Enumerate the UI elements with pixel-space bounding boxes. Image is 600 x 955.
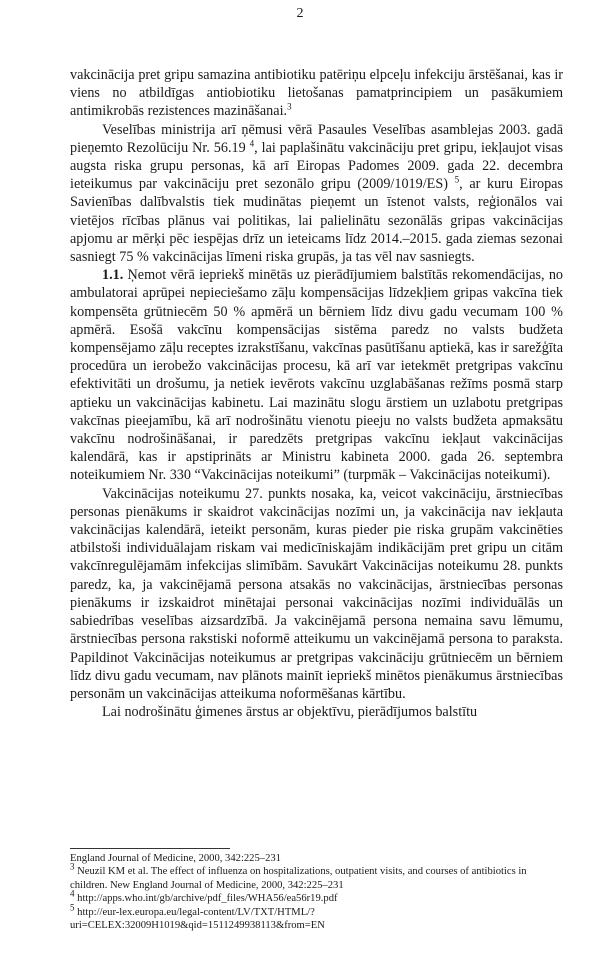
document-body (70, 66, 563, 721)
paragraph-5-text: Lai nodrošinātu ģimenes ārstus ar objektīvu, pierādījumos balstītu (102, 704, 478, 721)
footnote-number: 3 (70, 861, 75, 872)
footnote-number: 5 (70, 902, 75, 913)
paragraph-2-text-end: , ar kuru Eiropas Savienības dalībvalstis tiek mudinātas pieņemt un īstenot valsts, reģionālos vai vietējos rīcības plānus vai politikas, lai palielinātu sezonālās gripas vakcinācijas apjomu ar mērķi pēc iespējas drīz un ieteicams līdz 2014.–2015. gada ziemas sezonai sasniegt 75 % vakcinācijas līmeni riska grupās, ja tas vēl nav sasniegts. (70, 176, 563, 266)
footnote-3 (70, 861, 563, 892)
footnote-text: Neuzil KM et al. The effect of influenza on hospitalizations, outpatient visits, and courses of antibiotics in children. New England Journal of Medicine, 2000, 342:225–231 (70, 866, 527, 891)
footnote-4 (70, 888, 563, 905)
paragraph-3-text: Ņemot vērā iepriekš minētās uz pierādījumiem balstītās rekomendācijas, no ambulatorai aprūpei nepieciešamo zāļu kompensācijas līdzekļiem gripas vakcīna tiek kompensēta grūtniecēm 50 % apmērā un bērniem līdz divu gadu vecumam 100 % apmērā. Esošā vakcīnu kompensācijas sistēma paredz no valsts budžeta kompensējamo zāļu receptes izrakstīšanu, vakcīnas pasūtīšanu aptiekā, kas ir sarežģīta procedūra un ierobežo vakcinācijas procesu, kā arī var ietekmēt pretgripas vakcīnu efektivitāti un drošumu, ja netiek ievērots vakcīnu uzglabāšanas režīms posmā starp aptieku un vakcinācijas kabinetu. Lai mazinātu slogu ārstiem un uzlabotu pretgripas vakcīnas pieejamību, kā arī nodrošinātu vienotu pieeju no valsts budžeta apmaksātu vakcīnu nodrošināšanai, ir paredzēts pretgripas vakcīnu iekļaut vakcinācijas kalendārā, kas ir apstiprināts ar Ministru kabineta 2000. gada 26. septembra noteikumiem Nr. 330 “Vakcinācijas noteikumi” (turpmāk – Vakcinācijas noteikumi). (70, 267, 564, 484)
footnote-text: England Journal of Medicine, 2000, 342:225–231 (70, 853, 281, 864)
footnotes (70, 852, 563, 932)
paragraph-1 (70, 66, 563, 121)
footnote-divider (70, 848, 230, 849)
paragraph-4 (70, 485, 563, 703)
paragraph-3 (70, 266, 563, 484)
paragraph-5 (70, 703, 563, 721)
paragraph-4-text: Vakcinācijas noteikumu 27. punkts nosaka, ka, veicot vakcināciju, ārstniecības personas pienākums ir skaidrot vakcinācijas nozīmi un, ja vakcinācija nav iekļauta vakcinācijas kalendārā, ieteikt personām, kuras pieder pie riska grupām vakcinēties atbilstoši individuālajam riskam vai medicīniskajām indikācijām pret gripu un citām vakcīnregulējamām infekcijas slimībām. Savukārt Vakcinācijas noteikumu 28. punkts paredz, ka, ja vakcinējamā persona atsakās no vakcinācijas, ārstniecības personas pienākums ir izskaidrot minētajai personai vakcinācijas nozīmi individuālās un sabiedrības veselības aizsardzībā. Ja vakcinējamā persona nemaina savu lēmumu, ārstniecības persona rakstiski noformē atteikumu un vakcinējamā persona to paraksta. Papildinot Vakcinācijas noteikumus ar pretgripas vakcināciju grūtniecēm un bērniem līdz divu gadu vecumam, nav plānots mainīt iepriekš minētos pienākumus ārstniecības personām un vakcinācijas atteikuma noformēšanas kārtību. (70, 485, 563, 702)
footnote-link[interactable]: http://apps.who.int/gb/archive/pdf_files/WHA56/ea56r19.pdf (74, 893, 338, 905)
footnote-ref-3: 3 (287, 101, 292, 112)
footnote-continuation (70, 852, 563, 865)
footnote-ref-5: 5 (454, 174, 460, 185)
section-number: 1.1. (102, 267, 124, 284)
paragraph-2-text-start: Veselības ministrija arī ņēmusi vērā Pasaules Veselības asamblejas 2003. gadā pieņemto Rezolūciju Nr. 56.19 (70, 121, 563, 156)
footnote-link[interactable]: http://eur-lex.europa.eu/legal-content/LV/TXT/HTML/?uri=CELEX:32009H1019&qid=1511249938113&from=EN (70, 906, 325, 932)
paragraph-1-text: vakcinācija pret gripu samazina antibiotiku patēriņu elpceļu infekciju ārstēšanai, kas ir viens no atbildīgas antiobiotiku lietošanas pamatprincipiem un pasākumiem antimikrobās rezistences mazināšanai. (70, 67, 563, 120)
footnote-ref-4: 4 (249, 138, 255, 149)
paragraph-2-text-middle: , lai paplašinātu vakcināciju pret gripu, iekļaujot visas augsta riska grupu personas, kā arī Eiropas Padomes 2009. gada 22. decembra ieteikumus par vakcināciju pret sezonālo gripu (2009/1019/ES) (70, 139, 563, 193)
paragraph-2 (70, 121, 563, 267)
page-number: 2 (296, 6, 304, 21)
footnote-number: 4 (70, 888, 75, 899)
footnote-5 (70, 902, 563, 933)
